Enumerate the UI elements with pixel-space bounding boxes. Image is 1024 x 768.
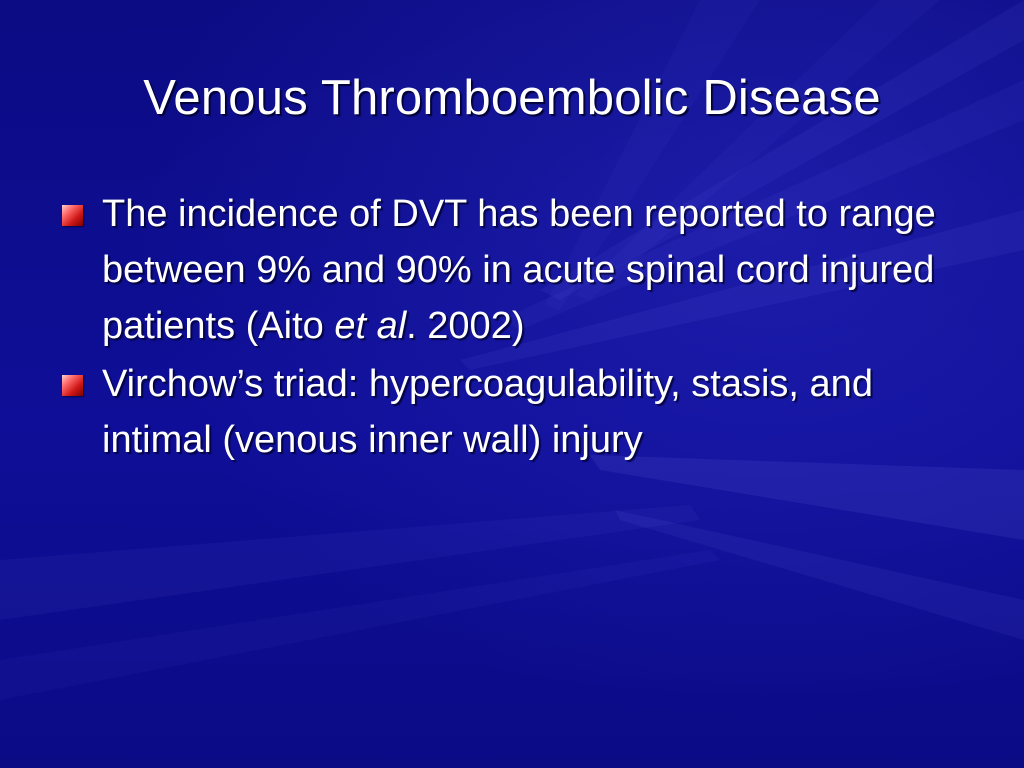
bullet-item-incidence <box>62 186 962 354</box>
bullet-item-virchow <box>62 356 962 468</box>
red-square-bullet-icon <box>62 205 83 226</box>
bullet-text <box>102 193 936 347</box>
bullet-list <box>62 186 962 470</box>
bullet-text-italic: et al <box>334 305 407 347</box>
bullet-text: Virchow’s triad: hypercoagulability, stasis, and intimal (venous inner wall) injury <box>102 363 873 461</box>
bullet-text-part: . 2002) <box>406 305 525 347</box>
slide-title: Venous Thromboembolic Disease <box>143 71 881 125</box>
red-square-bullet-icon <box>62 375 83 396</box>
bullet-text-part: The incidence of DVT has been reported to range between 9% and 90% in acute spinal cord injured patients (Aito <box>102 193 936 347</box>
